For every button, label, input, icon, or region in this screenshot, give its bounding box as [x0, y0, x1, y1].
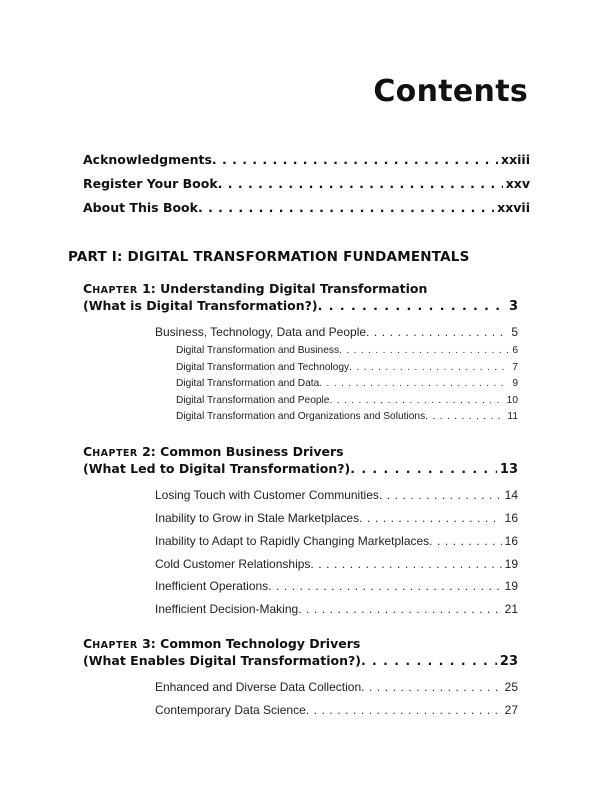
dot-leader: [349, 362, 509, 373]
section-page: 27: [504, 703, 518, 717]
toc-section[interactable]: [155, 511, 518, 525]
toc-subsection[interactable]: [176, 395, 518, 406]
dot-leader: [379, 488, 502, 502]
chapter-label-cap: C: [83, 281, 93, 296]
chapter-2-subtitle-row[interactable]: [83, 461, 518, 477]
dot-leader: [329, 395, 503, 406]
toc-entry-page: xxv: [505, 176, 530, 191]
dot-leader: [429, 534, 501, 548]
subsection-page: 7: [512, 362, 518, 373]
toc-section[interactable]: [155, 534, 518, 548]
section-title: Enhanced and Diverse Data Collection: [155, 680, 362, 694]
dot-leader: [212, 152, 498, 167]
section-page: 25: [504, 680, 518, 694]
section-page: 16: [504, 511, 518, 525]
toc-subsection[interactable]: [176, 362, 518, 373]
subsection-page: 6: [512, 345, 518, 356]
toc-section[interactable]: [155, 557, 518, 571]
page-title: Contents: [373, 74, 528, 109]
subsection-title: Digital Transformation and Technology: [176, 362, 350, 373]
chapter-subtitle: (What Led to Digital Transformation?): [83, 461, 351, 476]
dot-leader: [361, 653, 497, 668]
toc-section[interactable]: [155, 602, 518, 616]
toc-entry-about-this-book[interactable]: [83, 200, 530, 215]
dot-leader: [359, 511, 502, 525]
section-page: 21: [504, 602, 518, 616]
chapter-page: 3: [508, 299, 518, 314]
toc-entry-title: Acknowledgments: [83, 152, 212, 167]
chapter-heading-text: 1: Understanding Digital Transformation: [142, 281, 428, 296]
section-title: Losing Touch with Customer Communities: [155, 488, 379, 502]
subsection-title: Digital Transformation and Data: [176, 378, 320, 389]
subsection-title: Digital Transformation and People: [176, 395, 330, 406]
dot-leader: [350, 461, 497, 476]
dot-leader: [425, 411, 504, 422]
dot-leader: [310, 557, 501, 571]
section-title: Cold Customer Relationships: [155, 557, 311, 571]
chapter-1-heading[interactable]: [83, 281, 427, 296]
dot-leader: [361, 680, 502, 694]
subsection-title: Digital Transformation and Business: [176, 345, 340, 356]
toc-entry-page: xxvii: [497, 200, 530, 215]
toc-section[interactable]: [155, 703, 518, 717]
section-page: 19: [504, 579, 518, 593]
dot-leader: [319, 378, 509, 389]
chapter-label-cap: C: [83, 636, 93, 651]
chapter-page: 23: [499, 654, 518, 669]
toc-entry-register-your-book[interactable]: [83, 176, 530, 191]
chapter-subtitle: (What Enables Digital Transformation?): [83, 653, 361, 668]
toc-entry-acknowledgments[interactable]: [83, 152, 530, 167]
dot-leader: [268, 579, 501, 593]
toc-entry-title: Register Your Book: [83, 176, 218, 191]
section-title: Inefficient Decision-Making: [155, 602, 299, 616]
dot-leader: [306, 703, 502, 717]
dot-leader: [318, 298, 506, 313]
dot-leader: [218, 176, 503, 191]
toc-subsection[interactable]: [176, 378, 518, 389]
toc-section[interactable]: [155, 488, 518, 502]
subsection-page: 11: [507, 411, 518, 422]
chapter-3-heading[interactable]: [83, 636, 360, 651]
chapter-1-subtitle-row[interactable]: [83, 298, 518, 314]
chapter-heading-text: 2: Common Business Drivers: [142, 444, 344, 459]
section-title: Inefficient Operations: [155, 579, 269, 593]
toc-section[interactable]: [155, 579, 518, 593]
toc-entry-page: xxiii: [501, 152, 530, 167]
subsection-page: 10: [506, 395, 518, 406]
toc-section[interactable]: [155, 325, 518, 339]
toc-entry-title: About This Book: [83, 200, 198, 215]
dot-leader: [198, 200, 494, 215]
section-page: 16: [504, 534, 518, 548]
toc-section[interactable]: [155, 680, 518, 694]
chapter-3-subtitle-row[interactable]: [83, 653, 518, 669]
chapter-subtitle: (What is Digital Transformation?): [83, 298, 318, 313]
section-title: Business, Technology, Data and People: [155, 325, 367, 339]
subsection-title: Digital Transformation and Organizations and Solutions: [176, 411, 426, 422]
section-title: Inability to Grow in Stale Marketplaces: [155, 511, 360, 525]
dot-leader: [298, 602, 501, 616]
chapter-label-rest: HAPTER: [92, 285, 138, 296]
toc-subsection[interactable]: [176, 345, 518, 356]
section-title: Inability to Adapt to Rapidly Changing Marketplaces: [155, 534, 430, 548]
part-heading: PART I: DIGITAL TRANSFORMATION FUNDAMENTALS: [68, 249, 470, 265]
chapter-2-heading[interactable]: [83, 444, 344, 459]
chapter-page: 13: [499, 462, 518, 477]
chapter-label-rest: HAPTER: [92, 640, 138, 651]
chapter-label-cap: C: [83, 444, 93, 459]
section-page: 5: [511, 325, 518, 339]
section-page: 19: [504, 557, 518, 571]
chapter-label-rest: HAPTER: [92, 448, 138, 459]
subsection-page: 9: [512, 378, 518, 389]
chapter-heading-text: 3: Common Technology Drivers: [142, 636, 361, 651]
section-page: 14: [504, 488, 518, 502]
section-title: Contemporary Data Science: [155, 703, 306, 717]
toc-subsection[interactable]: [176, 411, 518, 422]
dot-leader: [366, 325, 508, 339]
dot-leader: [339, 345, 509, 356]
